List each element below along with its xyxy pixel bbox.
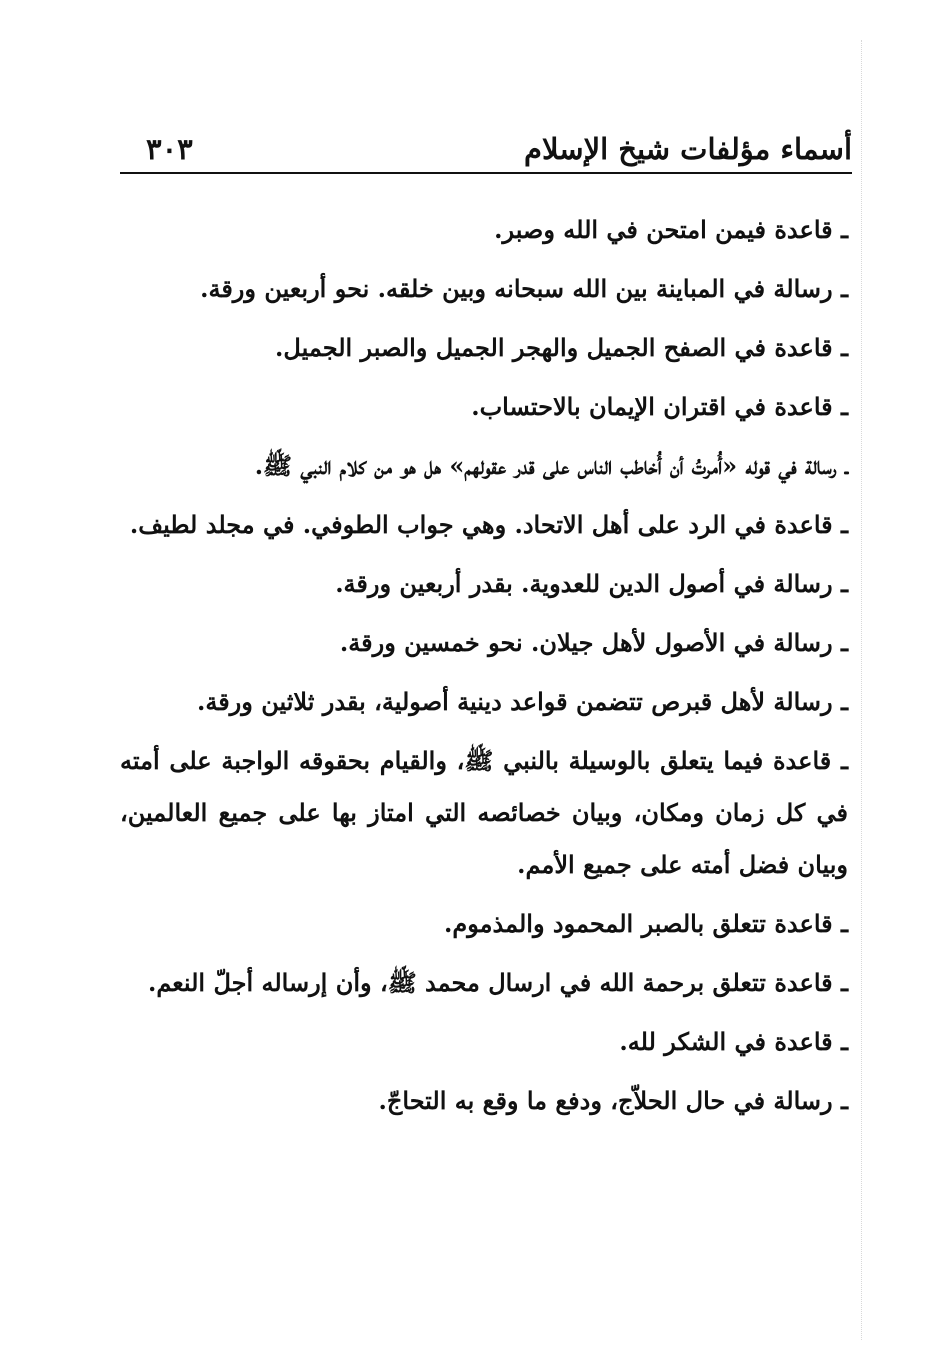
page-edge xyxy=(861,40,862,1340)
works-list xyxy=(120,204,848,1134)
list-item xyxy=(120,617,848,669)
list-item xyxy=(120,322,848,374)
list-item xyxy=(120,204,848,256)
entry-text: ـ رسالة في المباينة بين الله سبحانه وبين خلقه. نحو أربعين ورقة. xyxy=(200,274,848,303)
entry-text: ـ رسالة في قوله «أُمرتُ أن أُخاطب الناس على قدر عقولهم» هل هو من كلام النبي ﷺ. xyxy=(254,451,848,480)
page-number: ٣٠٣ xyxy=(146,132,193,166)
running-title: أسماء مؤلفات شيخ الإسلام xyxy=(524,132,852,166)
entry-text: ـ قاعدة تتعلق بالصبر المحمود والمذموم. xyxy=(444,909,848,938)
entry-text: ـ قاعدة تتعلق برحمة الله في ارسال محمد ﷺ، وأن إرساله أجلّ النعم. xyxy=(147,968,848,997)
list-item xyxy=(120,676,848,728)
entry-text: ـ قاعدة في اقتران الإيمان بالاحتساب. xyxy=(471,392,848,421)
entry-text: ـ رسالة في أصول الدين للعدوية. بقدر أربعين ورقة. xyxy=(335,569,848,598)
entry-text: ـ قاعدة في الرد على أهل الاتحاد. وهي جواب الطوفي. في مجلد لطيف. xyxy=(129,510,848,539)
entry-text: ـ قاعدة فيما يتعلق بالوسيلة بالنبي ﷺ، والقيام بحقوقه الواجبة على أمته في كل زمان ومكان، وبيان خصائصه التي امتاز بها على جميع العالمين، وبيان فضل أمته على جميع الأمم. xyxy=(120,746,848,879)
entry-text: ـ رسالة في الأصول لأهل جيلان. نحو خمسين ورقة. xyxy=(339,628,848,657)
entry-text: ـ قاعدة في الصفح الجميل والهجر الجميل والصبر الجميل. xyxy=(275,333,848,362)
list-item xyxy=(120,957,848,1009)
list-item xyxy=(120,263,848,315)
list-item xyxy=(120,1016,848,1068)
entry-text: ـ رسالة في حال الحلاّج، ودفع ما وقع به التحاجّ. xyxy=(378,1086,848,1115)
entry-text: ـ قاعدة في الشكر لله. xyxy=(619,1027,848,1056)
entry-text: ـ قاعدة فيمن امتحن في الله وصبر. xyxy=(494,215,848,244)
running-header xyxy=(120,128,852,174)
list-item xyxy=(120,558,848,610)
list-item xyxy=(120,440,848,492)
list-item xyxy=(120,898,848,950)
list-item xyxy=(120,1075,848,1127)
list-item xyxy=(120,499,848,551)
list-item xyxy=(120,735,848,891)
list-item xyxy=(120,381,848,433)
entry-text: ـ رسالة لأهل قبرص تتضمن قواعد دينية أصولية، بقدر ثلاثين ورقة. xyxy=(196,687,848,716)
header-rule xyxy=(120,172,852,174)
